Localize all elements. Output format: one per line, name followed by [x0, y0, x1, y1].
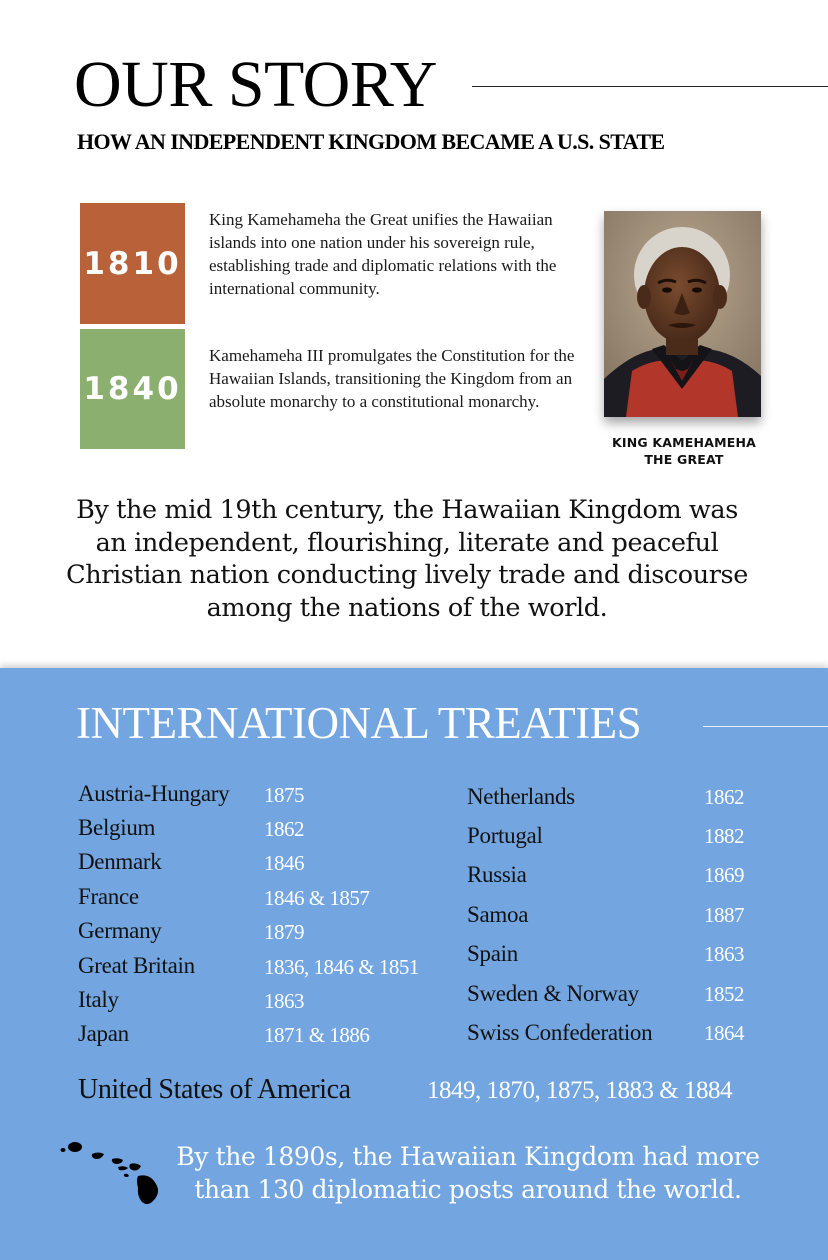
treaty-country-sweden-norway: Sweden & Norway [467, 981, 639, 1006]
treaty-years-austria-hungary: 1875 [264, 783, 304, 807]
year-badge-1810: 1810 [80, 203, 185, 324]
treaty-years-portugal: 1882 [704, 824, 744, 848]
event-text-1840: Kamehameha III promulgates the Constitution for the Hawaiian Islands, transitioning the Kingdom from an absolute monarchy to a constitutional monarchy. [209, 346, 575, 411]
treaty-years-italy: 1863 [264, 989, 304, 1013]
treaty-country-spain: Spain [467, 941, 518, 966]
portrait-caption-line2: THE GREAT [644, 452, 724, 467]
treaty-years-spain: 1863 [704, 942, 744, 966]
treaty-country-netherlands: Netherlands [467, 784, 575, 809]
treaty-years-usa: 1849, 1870, 1875, 1883 & 1884 [427, 1077, 732, 1104]
treaty-country-usa: United States of America [78, 1074, 351, 1105]
treaty-country-russia: Russia [467, 862, 527, 887]
treaty-country-austria-hungary: Austria-Hungary [78, 781, 230, 806]
treaties-title: INTERNATIONAL TREATIES [76, 698, 642, 748]
portrait-caption [598, 434, 770, 468]
treaty-years-swiss-confederation: 1864 [704, 1021, 744, 1045]
treaty-years-samoa: 1887 [704, 903, 744, 927]
portrait-illustration [604, 211, 761, 417]
treaty-country-belgium: Belgium [78, 815, 156, 840]
treaty-country-portugal: Portugal [467, 823, 543, 848]
treaty-years-france: 1846 & 1857 [264, 886, 370, 910]
portrait-caption-line1: KING KAMEHAMEHA [612, 435, 756, 450]
treaty-years-belgium: 1862 [264, 817, 304, 841]
treaty-years-russia: 1869 [704, 863, 744, 887]
title-divider [472, 86, 828, 87]
king-portrait [604, 211, 761, 417]
page-title: OUR STORY [74, 48, 437, 121]
treaties-divider [703, 726, 828, 727]
treaty-country-japan: Japan [78, 1021, 129, 1046]
treaty-country-france: France [78, 884, 139, 909]
year-badge-1840: 1840 [80, 329, 185, 449]
treaty-country-samoa: Samoa [467, 902, 529, 927]
event-text-1810: King Kamehameha the Great unifies the Hawaiian islands into one nation under his sovereign rule, establishing trade and diplomatic relations with the international community. [209, 210, 557, 298]
treaty-country-italy: Italy [78, 987, 119, 1012]
treaty-country-swiss-confederation: Swiss Confederation [467, 1020, 653, 1045]
treaty-years-sweden-norway: 1852 [704, 982, 744, 1006]
summary-text: By the mid 19th century, the Hawaiian Kingdom was an independent, flourishing, literate and peaceful Christian nation conducting lively trade and discourse among the nations of the world. [66, 495, 748, 623]
treaty-country-denmark: Denmark [78, 849, 162, 874]
treaty-years-denmark: 1846 [264, 851, 304, 875]
treaty-years-germany: 1879 [264, 920, 304, 944]
closing-text: By the 1890s, the Hawaiian Kingdom had more than 130 diplomatic posts around the world. [176, 1142, 760, 1204]
treaty-country-germany: Germany [78, 918, 162, 943]
treaty-country-great-britain: Great Britain [78, 953, 195, 978]
treaty-years-japan: 1871 & 1886 [264, 1023, 370, 1047]
hawaiian-islands-icon [58, 1140, 168, 1214]
treaty-years-great-britain: 1836, 1846 & 1851 [264, 955, 419, 979]
treaty-years-netherlands: 1862 [704, 785, 744, 809]
page-subtitle: HOW AN INDEPENDENT KINGDOM BECAME A U.S. STATE [77, 129, 665, 154]
